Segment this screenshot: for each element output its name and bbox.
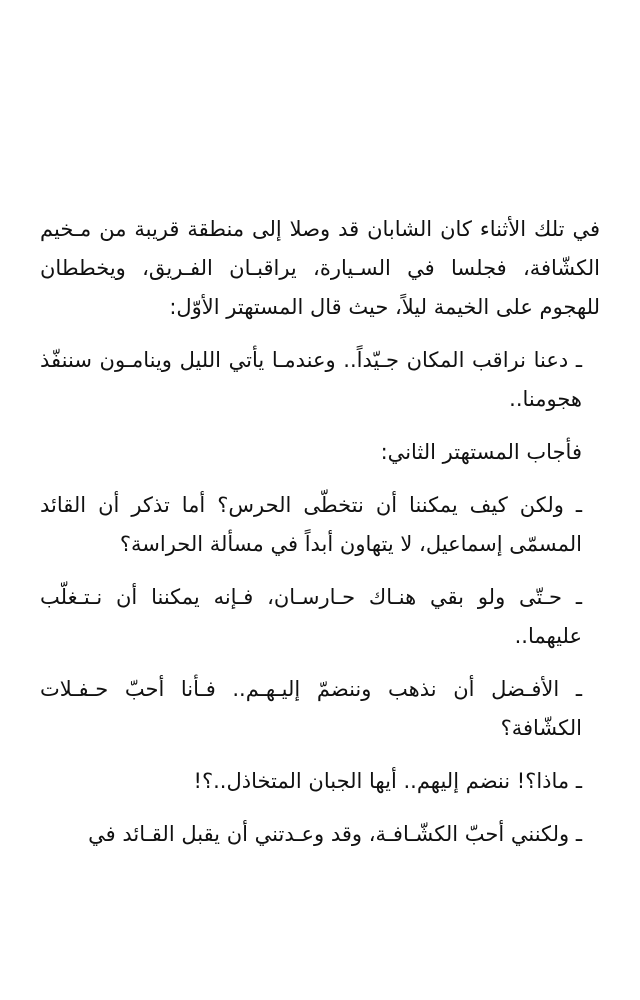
dialogue-line: ـ ماذا؟! ننضم إليهم.. أيها الجبان المتخاذل..؟! [193, 769, 582, 793]
dialogue-line: ـ ولكن كيف يمكننا أن نتخطّى الحرس؟ أما تذكر أن القائد المسمّى إسماعيل، لا يتهاون أبداً في مسألة الحراسة؟ [40, 493, 582, 556]
narrative-paragraph: في تلك الأثناء كان الشابان قد وصلا إلى منطقة قريبة من مـخيم الكشّافة، فجلسا في السـيارة، يراقبـان الفـريق، ويخططان للهجوم على الخيمة ليلاً، حيث قال المستهتر الأوّل: [40, 217, 600, 319]
dialogue-line: ـ دعنا نراقب المكان جـيّداً.. وعندمـا يأتي الليل وينامـون سننفّذ هجومنا.. [40, 348, 582, 411]
dialogue-line: ـ الأفـضل أن نذهب وننضمّ إليـهـم.. فـأنا أحبّ حـفـلات الكشّافة؟ [40, 677, 582, 740]
dialogue-line: ـ حـتّى ولو بقي هنـاك حـارسـان، فـإنه يمكننا أن نـتـغلّب عليهما.. [40, 585, 582, 648]
dialogue-line: ـ ولكنني أحبّ الكشّـافـة، وقد وعـدتني أن يقبل القـائد في [88, 822, 582, 846]
narrative-line: فأجاب المستهتر الثاني: [380, 440, 582, 464]
story-text [40, 210, 600, 868]
